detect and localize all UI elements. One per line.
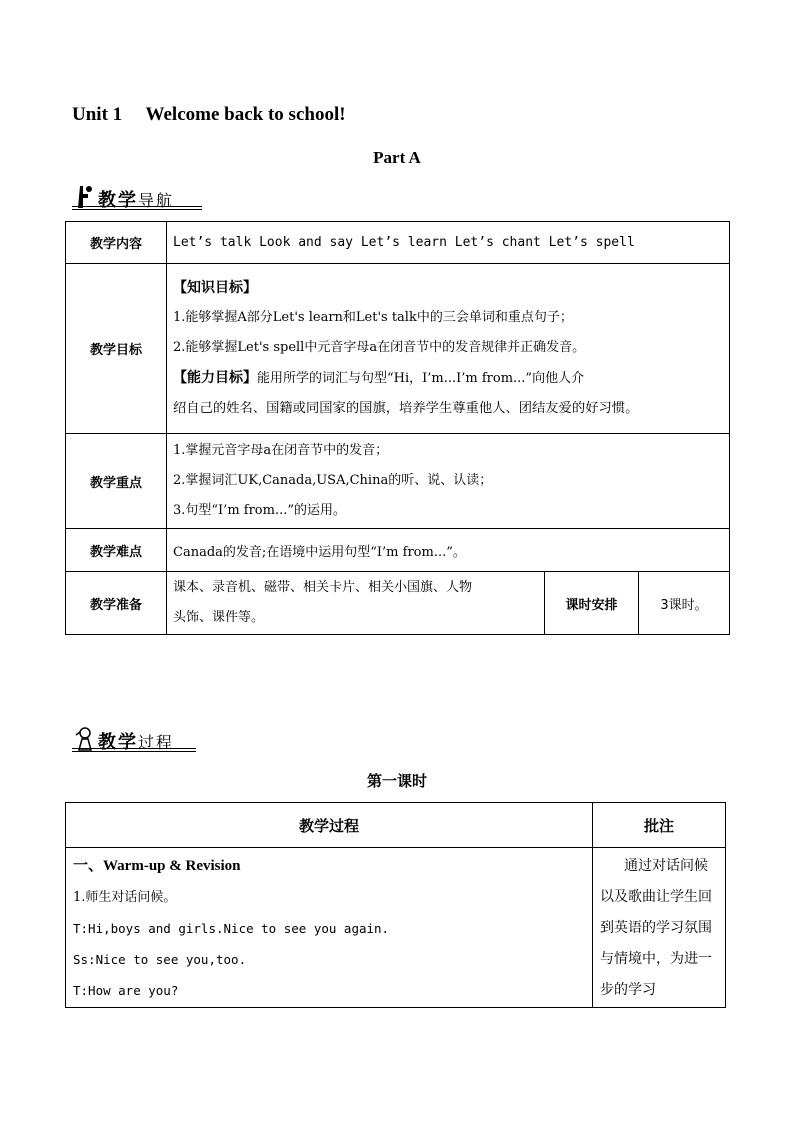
process-body-row <box>66 848 726 1008</box>
schedule-label: 课时安排 <box>545 572 639 635</box>
preparation-value-1: 课本、录音机、磁带、相关卡片、相关小国旗、人物 <box>173 580 473 595</box>
banner-bold-text: 教学 <box>98 190 138 211</box>
notes-cell <box>593 848 726 1008</box>
notes-column-header: 批注 <box>593 803 726 848</box>
banner-light-text: 导航 <box>138 191 175 210</box>
banner-bold-text: 教学 <box>98 732 138 753</box>
process-line-2: T:Hi,boys and girls.Nice to see you again. <box>73 921 390 936</box>
knowledge-heading: 【知识目标】 <box>173 280 257 296</box>
part-title: Part A <box>373 148 421 167</box>
difficulty-value: Canada的发音;在语境中运用句型“I’m from...”。 <box>167 529 730 572</box>
preparation-label: 教学准备 <box>66 572 167 635</box>
banner-underline <box>72 748 196 752</box>
goals-row <box>66 264 730 434</box>
process-line-4: T:How are you? <box>73 983 179 998</box>
teaching-process-banner <box>72 726 196 756</box>
content-row <box>66 222 730 264</box>
process-line-1: 1.师生对话问候。 <box>73 890 177 905</box>
goal-item-1: 1.能够掌握A部分Let's learn和Let's talk中的三会单词和重点句子； <box>173 310 573 325</box>
preparation-value-2: 头饰、课件等。 <box>173 610 265 625</box>
difficulty-row <box>66 529 730 572</box>
teaching-process-table <box>65 802 726 1008</box>
ability-heading: 【能力目标】 <box>173 370 257 386</box>
schedule-value: 3课时。 <box>639 572 730 635</box>
process-line-3: Ss:Nice to see you,too. <box>73 952 247 967</box>
process-header-row <box>66 803 726 848</box>
ability-goal <box>173 363 723 394</box>
lesson-note: 通过对话问候以及歌曲让学生回到英语的学习氛围与情境中，为进一步的学习 <box>600 858 712 998</box>
key-point-3: 3.句型“I’m from...”的运用。 <box>173 503 346 518</box>
key-point-2: 2.掌握词汇UK,Canada,USA,China的听、说、认读； <box>173 473 493 488</box>
ability-text-2: 绍自己的姓名、国籍或同国家的国旗，培养学生尊重他人、团结友爱的好习惯。 <box>173 401 639 416</box>
step-heading: 一、Warm-up & Revision <box>73 858 241 874</box>
banner-underline <box>72 206 202 210</box>
key-point-1: 1.掌握元音字母a在闭音节中的发音； <box>173 443 389 458</box>
teaching-guide-banner <box>72 184 202 214</box>
lesson-title: 第一课时 <box>366 772 427 790</box>
ability-text-1: 能用所学的词汇与句型“Hi，I’m...I’m from...”向他人介 <box>257 371 585 386</box>
content-label: 教学内容 <box>66 222 167 264</box>
process-cell <box>66 848 593 1008</box>
preparation-row <box>66 572 730 635</box>
content-value: Let’s talk Look and say Let’s learn Let’s chant Let’s spell <box>167 222 730 264</box>
key-points-label: 教学重点 <box>66 434 167 529</box>
unit-title: Unit 1 Welcome back to school! <box>72 104 346 125</box>
process-column-header: 教学过程 <box>66 803 593 848</box>
goal-item-2: 2.能够掌握Let's spell中元音字母a在闭音节中的发音规律并正确发音。 <box>173 340 586 355</box>
goals-label: 教学目标 <box>66 264 167 434</box>
key-points-cell <box>167 434 730 529</box>
banner-light-text: 过程 <box>138 733 175 752</box>
difficulty-label: 教学难点 <box>66 529 167 572</box>
goals-cell <box>167 264 730 434</box>
preparation-cell <box>167 572 545 635</box>
lesson-overview-table <box>65 221 730 635</box>
key-points-row <box>66 434 730 529</box>
